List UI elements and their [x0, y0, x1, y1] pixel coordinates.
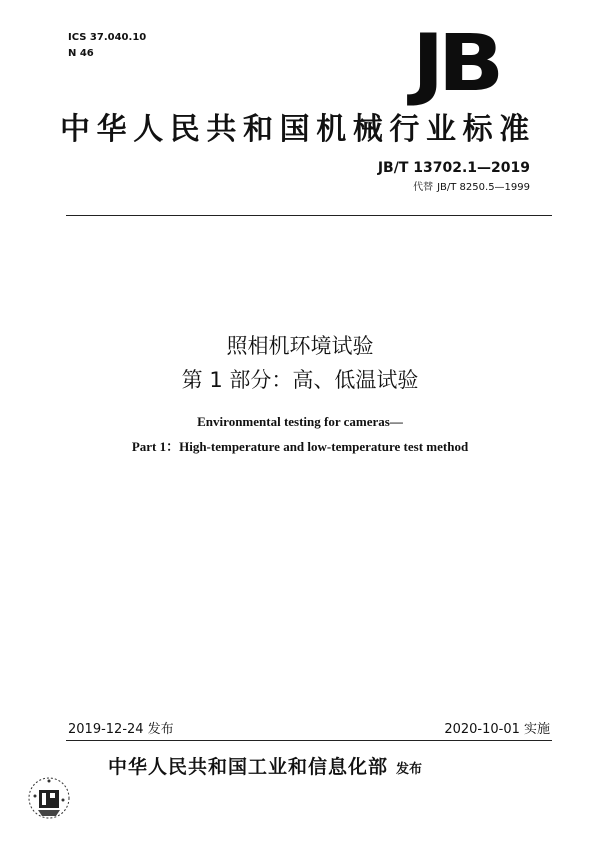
ics-code: ICS 37.040.10 [68, 32, 147, 43]
issuer-name: 中华人民共和国工业和信息化部 [108, 756, 389, 778]
replaces-line [409, 178, 530, 193]
replaces-number: JB/T 8250.5—1999 [437, 182, 530, 193]
title-cn-line2: 第 1 部分：高、低温试验 [181, 368, 419, 392]
header-divider [66, 215, 552, 216]
issuer-suffix: 发布 [396, 762, 423, 777]
effective-date: 2020-10-01 实施 [444, 722, 550, 737]
title-cn-line1: 照相机环境试验 [226, 334, 374, 358]
footer-divider [66, 740, 552, 741]
classification-code: N 46 [68, 48, 94, 59]
jb-logo: JB [412, 19, 498, 109]
ministry-emblem-icon [26, 774, 72, 822]
standard-type-title: 中华人民共和国机械行业标准 [60, 112, 536, 147]
publish-date: 2019-12-24 发布 [68, 722, 174, 737]
title-en-line1: Environmental testing for cameras— [197, 414, 403, 429]
issuer-line [108, 752, 422, 779]
replaces-label: 代替 [413, 182, 434, 193]
standard-number: JB/T 13702.1—2019 [377, 160, 530, 176]
title-en-line2: Part 1：High-temperature and low-temperature test method [131, 439, 469, 454]
